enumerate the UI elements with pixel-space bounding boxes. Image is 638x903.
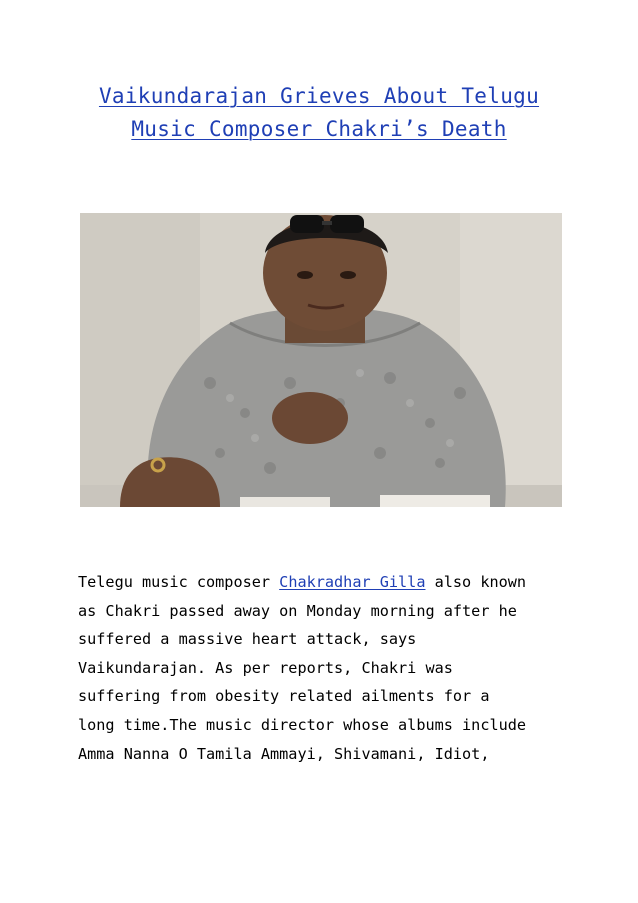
body-line-7: Amma Nanna O Tamila Ammayi, Shivamani, Idiot, (78, 744, 490, 763)
page-title (60, 80, 578, 146)
chakradhar-gilla-link[interactable]: Chakradhar Gilla (279, 573, 426, 591)
body-text-segment: Telegu music composer (78, 573, 280, 591)
body-line-4: Vaikundarajan. As per reports, Chakri was (78, 658, 453, 677)
body-line-3: suffered a massive heart attack, says (78, 630, 417, 649)
article-body (78, 568, 566, 768)
body-line-5: suffering from obesity related ailments for a (78, 687, 490, 706)
body-line-2: as Chakri passed away on Monday morning after he (78, 601, 517, 620)
body-text-segment: also known (425, 573, 527, 591)
title-line-1: Vaikundarajan Grieves About Telugu (98, 84, 540, 108)
title-line-2: Music Composer Chakri’s Death (131, 117, 507, 141)
body-line-6: long time.The music director whose albums include (78, 715, 527, 734)
article-photo (80, 213, 562, 507)
